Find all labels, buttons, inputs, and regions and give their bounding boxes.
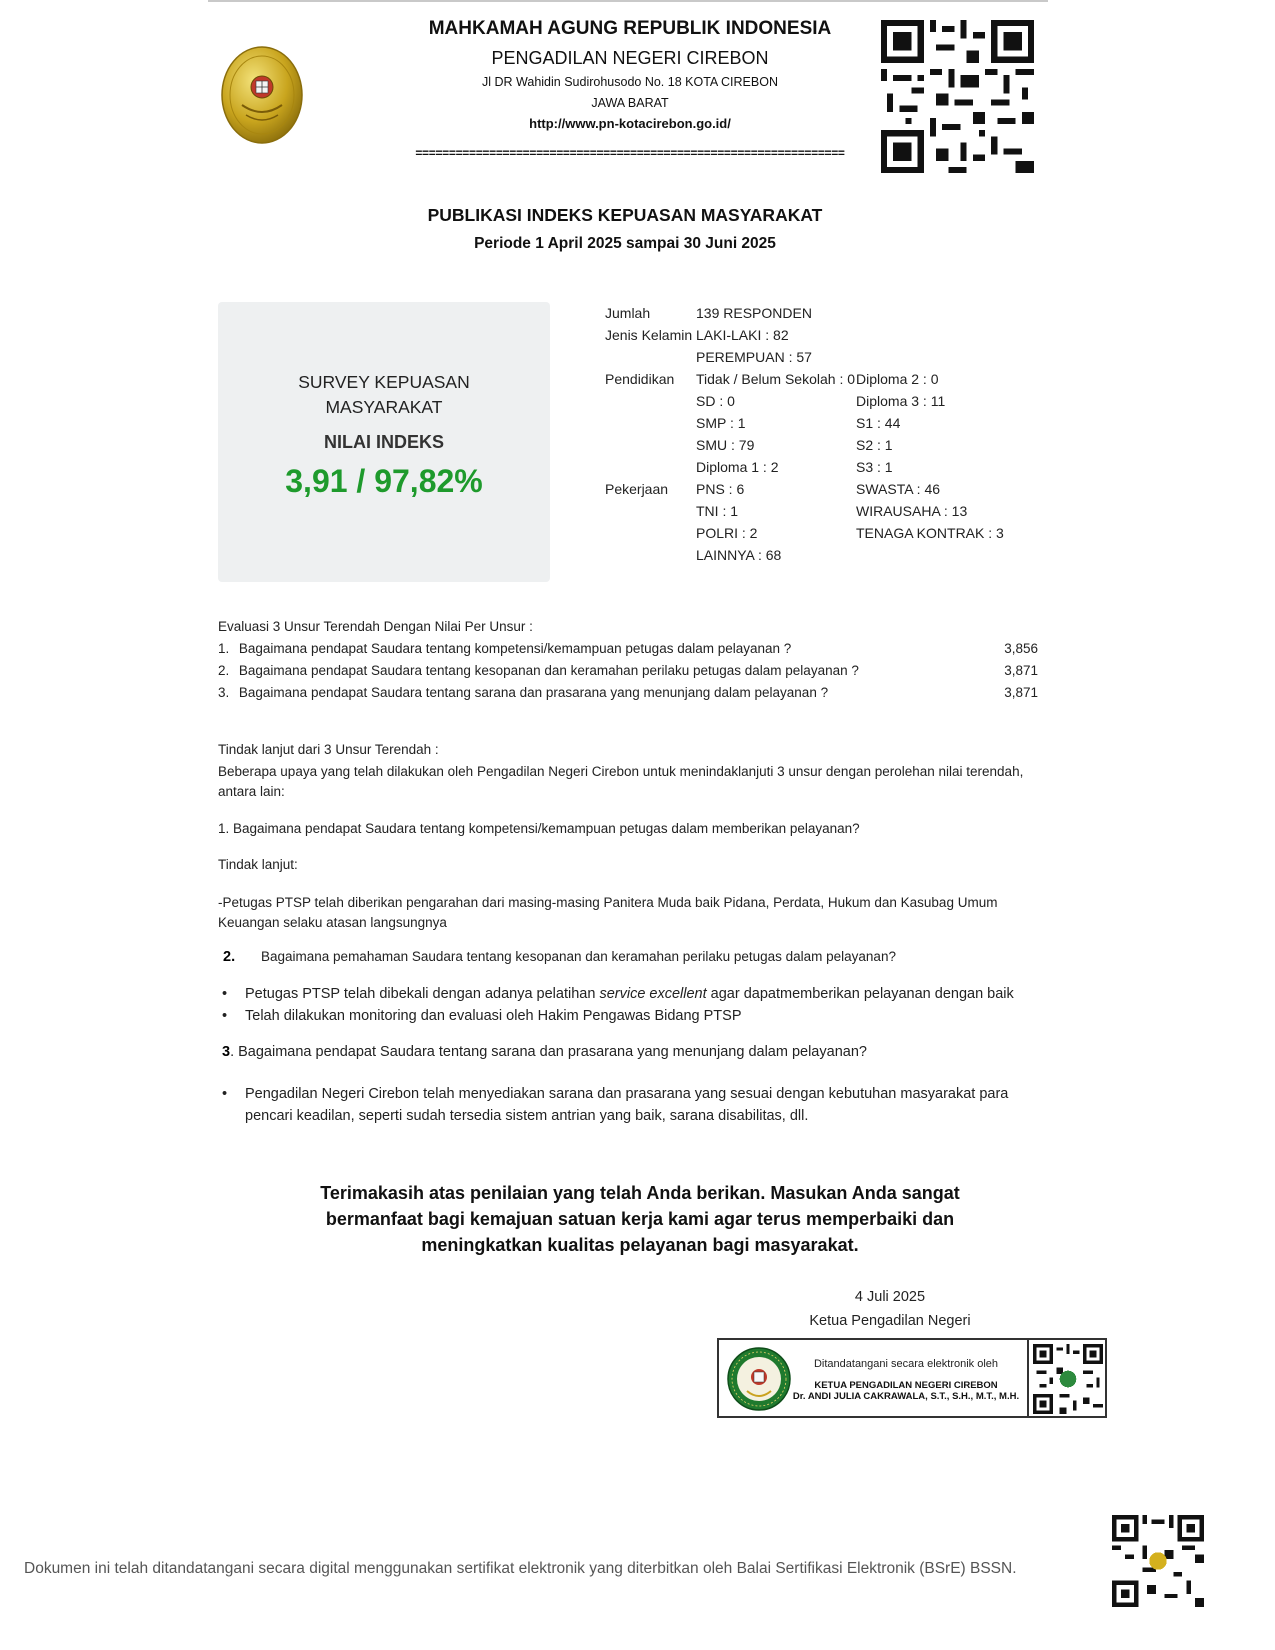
followup-intro: Beberapa upaya yang telah dilakukan oleh Pengadilan Negeri Cirebon untuk menindaklanjuti 3 unsur dengan perolehan nilai terendah, antara lain: — [218, 764, 1024, 799]
court-website-link[interactable]: http://www.pn-kotacirebon.go.id/ — [529, 116, 731, 131]
qr-code-icon — [880, 20, 1035, 173]
followup-label: Tindak lanjut: — [218, 857, 298, 872]
followup-question-1: 1. Bagaimana pendapat Saudara tentang kompetensi/kemampuan petugas dalam memberikan pelayanan? — [218, 821, 860, 836]
index-summary-card — [218, 302, 550, 582]
signature-role: Ketua Pengadilan Negeri — [809, 1313, 971, 1329]
survey-label: SURVEY KEPUASAN MASYARAKAT — [298, 372, 470, 417]
stats-row: POLRI : 2 TENAGA KONTRAK : 3 — [696, 525, 1004, 541]
stats-row: SMP : 1 S1 : 44 — [696, 415, 901, 431]
question-3-text: . Bagaimana pendapat Saudara tentang sarana dan prasarana yang menunjang dalam pelayanan? — [230, 1044, 867, 1060]
index-label: NILAI INDEKS — [323, 432, 444, 452]
respondent-stats — [605, 302, 1004, 566]
evaluation-section — [218, 616, 1038, 704]
signer-name: Dr. ANDI JULIA CAKRAWALA, S.T., S.H., M.T., M.H. — [792, 1391, 1020, 1402]
digital-signature-footer: Dokumen ini telah ditandatangani secara digital menggunakan sertifikat elektronik yang diterbitkan oleh Balai Sertifikasi Elektronik (BSrE) BSSN. — [24, 1560, 1017, 1577]
signature-qr-code-icon — [1033, 1344, 1103, 1414]
court-name: PENGADILAN NEGERI CIREBON — [491, 48, 769, 68]
electronic-signature-box — [717, 1338, 1107, 1418]
signature-divider — [1027, 1340, 1029, 1416]
thank-you-message: Terimakasih atas penilaian yang telah Anda berikan. Masukan Anda sangat bermanfaat bagi kemajuan satuan kerja kami agar terus memperbaiki dan meningkatkan kualitas pelayanan bagi masyarakat. — [320, 1183, 960, 1255]
stats-row: Jenis Kelamin LAKI-LAKI : 82 — [605, 327, 789, 343]
court-address: Jl DR Wahidin Sudirohusodo No. 18 KOTA CIREBON — [482, 75, 778, 89]
evaluation-item: 1. Bagaimana pendapat Saudara tentang kompetensi/kemampuan petugas dalam pelayanan ? 3,856 — [218, 641, 1038, 656]
stats-row: SD : 0 Diploma 3 : 11 — [696, 393, 946, 409]
stats-row: PEREMPUAN : 57 — [696, 349, 812, 365]
court-seal-icon — [727, 1346, 791, 1412]
question-3-number: 3 — [222, 1044, 231, 1060]
followup-action-1: -Petugas PTSP telah diberikan pengarahan dari masing-masing Panitera Muda baik Pidana, Perdata, Hukum dan Kasubag Umum Keuangan selaku atasan langsungnya — [218, 895, 998, 930]
court-emblem-icon — [220, 45, 304, 145]
institution-title: MAHKAMAH AGUNG REPUBLIK INDONESIA — [428, 18, 832, 39]
followup-question-2 — [218, 947, 1038, 967]
signer-position: KETUA PENGADILAN NEGERI CIREBON — [814, 1380, 998, 1391]
followup-question-3 — [218, 1042, 1038, 1062]
stats-row: Pekerjaan PNS : 6 SWASTA : 46 — [605, 481, 941, 497]
index-value: 3,91 / 97,82% — [285, 463, 483, 499]
signature-text-block — [787, 1340, 1025, 1402]
publication-title: PUBLIKASI INDEKS KEPUASAN MASYARAKAT — [427, 205, 823, 225]
evaluation-item: 2. Bagaimana pendapat Saudara tentang kesopanan dan keramahan perilaku petugas dalam pelayanan ? 3,871 — [218, 663, 1038, 678]
stats-row: Diploma 1 : 2 S3 : 1 — [696, 459, 893, 475]
stats-row: Jumlah 139 RESPONDEN — [605, 305, 812, 321]
footer-qr-code-icon — [1112, 1515, 1204, 1607]
evaluation-heading: Evaluasi 3 Unsur Terendah Dengan Nilai Per Unsur : — [218, 619, 533, 634]
stats-row: SMU : 79 S2 : 1 — [696, 437, 893, 453]
stats-row: Pendidikan Tidak / Belum Sekolah : 0 Diploma 2 : 0 — [605, 371, 939, 387]
question-2-number: 2. — [223, 949, 236, 965]
top-border-line — [208, 0, 1048, 2]
header-separator: ================================================================ — [415, 146, 845, 160]
evaluation-item: 3. Bagaimana pendapat Saudara tentang sarana dan prasarana yang menunjang dalam pelayanan ? 3,871 — [218, 685, 1038, 700]
publication-period: Periode 1 April 2025 sampai 30 Juni 2025 — [474, 235, 776, 252]
question-2-text: Bagaimana pemahaman Saudara tentang kesopanan dan keramahan perilaku petugas dalam pelayanan? — [261, 949, 896, 964]
stats-row: LAINNYA : 68 — [696, 547, 782, 563]
court-province: JAWA BARAT — [591, 96, 669, 110]
signed-electronically-label: Ditandatangani secara elektronik oleh — [813, 1358, 999, 1370]
signature-date: 4 Juli 2025 — [854, 1289, 926, 1305]
followup-heading: Tindak lanjut dari 3 Unsur Terendah : — [218, 742, 439, 757]
stats-row: TNI : 1 WIRAUSAHA : 13 — [696, 503, 968, 519]
